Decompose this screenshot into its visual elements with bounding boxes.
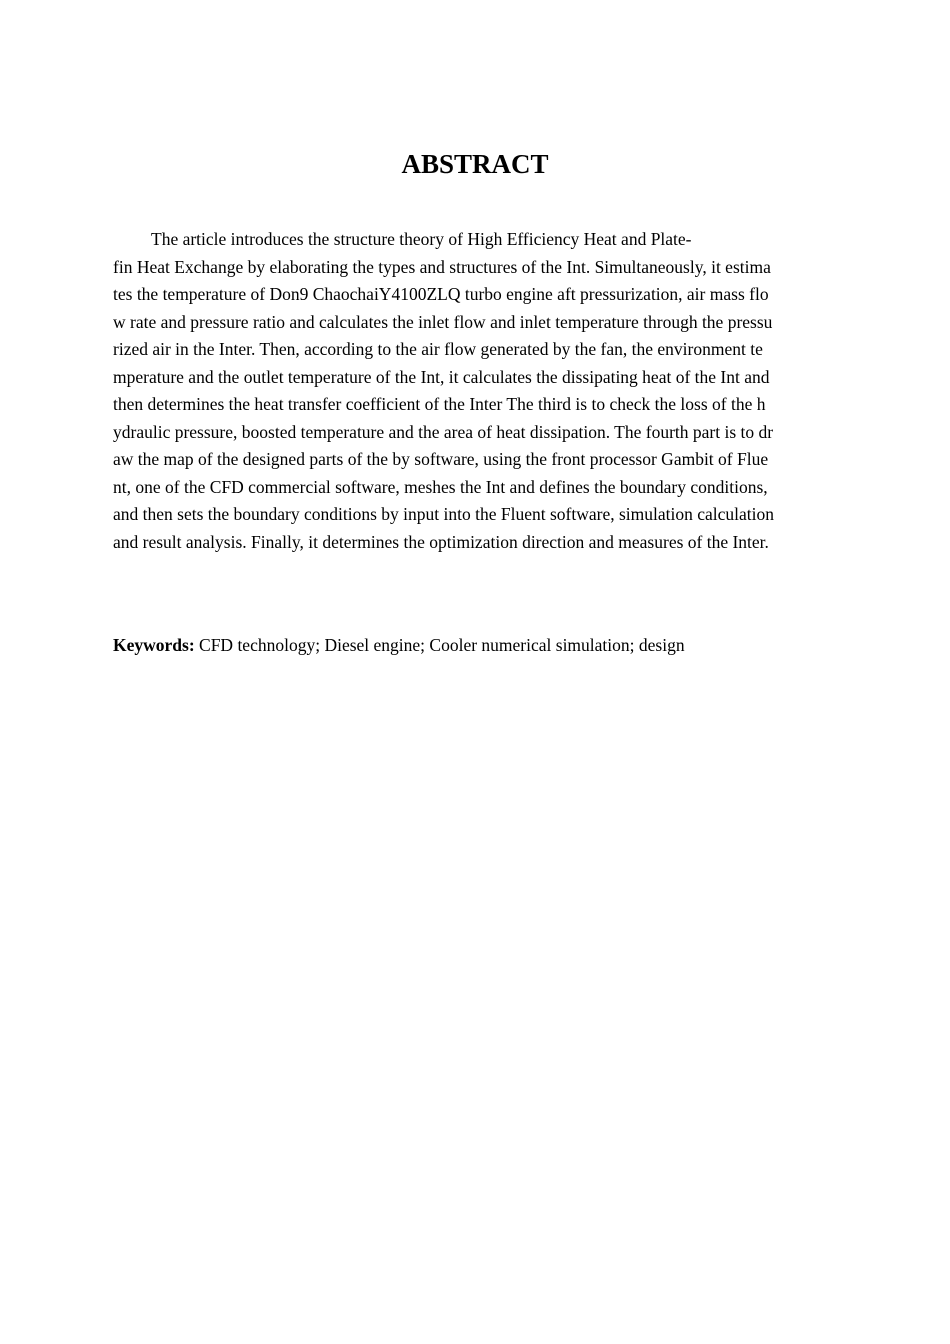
abstract-line: The article introduces the structure theory of High Efficiency Heat and Plate- <box>151 229 692 249</box>
abstract-line: w rate and pressure ratio and calculates the inlet flow and inlet temperature through the pressu <box>113 311 773 332</box>
abstract-line: then determines the heat transfer coefficient of the Inter The third is to check the loss of the h <box>113 394 766 414</box>
keywords-label: Keywords: <box>113 635 195 655</box>
abstract-line: tes the temperature of Don9 ChaochaiY4100ZLQ turbo engine aft pressurization, air mass flo <box>113 284 769 304</box>
abstract-title: ABSTRACT <box>401 149 549 179</box>
abstract-body <box>113 226 841 556</box>
abstract-line: ydraulic pressure, boosted temperature and the area of heat dissipation. The fourth part is to dr <box>113 421 774 442</box>
abstract-line: mperature and the outlet temperature of the Int, it calculates the dissipating heat of the Int and <box>113 366 770 387</box>
abstract-line: aw the map of the designed parts of the by software, using the front processor Gambit of Flue <box>113 449 769 469</box>
abstract-line: and result analysis. Finally, it determines the optimization direction and measures of the Inter. <box>113 531 769 552</box>
abstract-line: fin Heat Exchange by elaborating the types and structures of the Int. Simultaneously, it estima <box>113 256 771 277</box>
abstract-line: nt, one of the CFD commercial software, meshes the Int and defines the boundary conditions, <box>113 476 768 497</box>
abstract-line: and then sets the boundary conditions by input into the Fluent software, simulation calculation <box>113 504 774 524</box>
abstract-line: rized air in the Inter. Then, according to the air flow generated by the fan, the environment te <box>113 339 763 359</box>
keywords-line <box>113 632 685 659</box>
keywords-text: CFD technology; Diesel engine; Cooler numerical simulation; design <box>194 635 685 655</box>
